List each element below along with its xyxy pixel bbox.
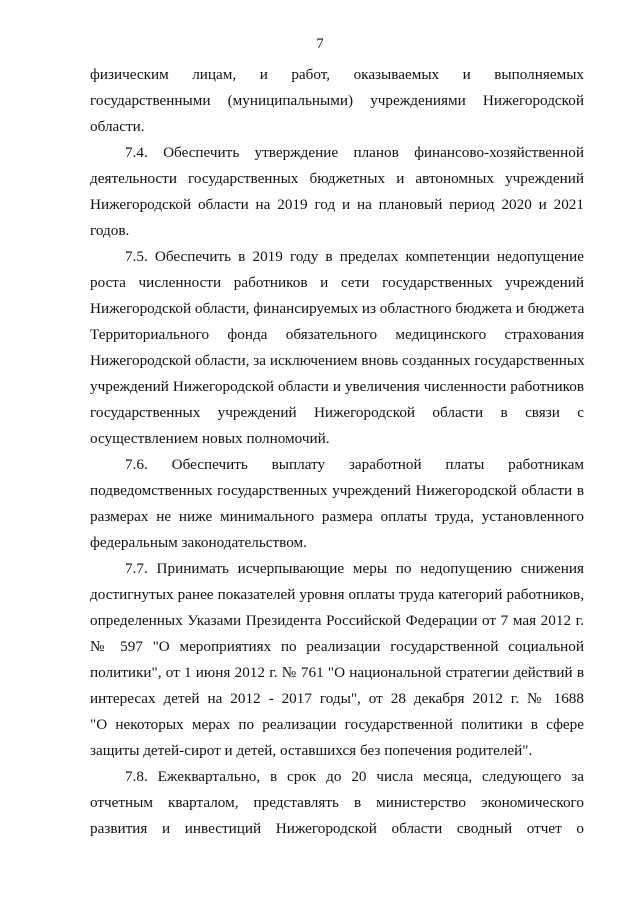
paragraph [90,764,584,842]
text-line: Территориального фонда обязательного медицинского страхования [90,326,584,343]
paragraph [90,140,584,244]
text-line: 7.5. Обеспечить в 2019 году в пределах компетенции недопущение [125,248,584,265]
text-line: 7.7. Принимать исчерпывающие меры по недопущению снижения [125,560,584,577]
text-line: государственных учреждений Нижегородской области в связи с [90,404,584,421]
text-line: "О некоторых мерах по реализации государственной политики в сфере [90,716,584,733]
text-line: федеральным законодательством. [90,534,307,551]
text-line: отчетным кварталом, представлять в министерство экономического [90,794,584,811]
text-line: 7.8. Ежеквартально, в срок до 20 числа месяца, следующего за [125,768,584,785]
text-line: деятельности государственных бюджетных и автономных учреждений [90,170,584,187]
text-line: роста численности работников и сети государственных учреждений [90,274,584,291]
text-line: интересах детей на 2012 - 2017 годы", от 28 декабря 2012 г. № 1688 [90,690,584,707]
text-line: Нижегородской области, за исключением вновь созданных государственных [90,352,585,369]
paragraph [90,452,584,556]
text-line: политики", от 1 июня 2012 г. № 761 "О национальной стратегии действий в [90,664,584,681]
text-line: защиты детей-сирот и детей, оставшихся без попечения родителей". [90,742,533,759]
text-line: 7.4. Обеспечить утверждение планов финансово-хозяйственной [125,144,584,161]
page-number: 7 [316,36,324,52]
text-line: Нижегородской области, финансируемых из областного бюджета и бюджета [90,300,585,317]
document-body [90,62,584,842]
text-line: физическим лицам, и работ, оказываемых и выполняемых [90,66,584,83]
text-line: годов. [90,222,130,239]
text-line: достигнутых ранее показателей уровня оплаты труда категорий работников, [90,586,584,603]
text-line: развития и инвестиций Нижегородской области сводный отчет о [90,820,584,837]
text-line: области. [90,118,145,135]
paragraph [90,556,584,764]
text-line: осуществлением новых полномочий. [90,430,330,447]
text-line: подведомственных государственных учреждений Нижегородской области в [90,482,584,499]
paragraph [90,244,584,452]
text-line: 7.6. Обеспечить выплату заработной платы работникам [125,456,584,473]
text-line: определенных Указами Президента Российской Федерации от 7 мая 2012 г. [90,612,584,629]
text-line: государственными (муниципальными) учреждениями Нижегородской [90,92,584,109]
paragraph [90,62,584,140]
text-line: учреждений Нижегородской области и увеличения численности работников [90,378,584,395]
text-line: размерах не ниже минимального размера оплаты труда, установленного [90,508,584,525]
text-line: Нижегородской области на 2019 год и на плановый период 2020 и 2021 [90,196,584,213]
text-line: № 597 "О мероприятиях по реализации государственной социальной [90,638,584,655]
